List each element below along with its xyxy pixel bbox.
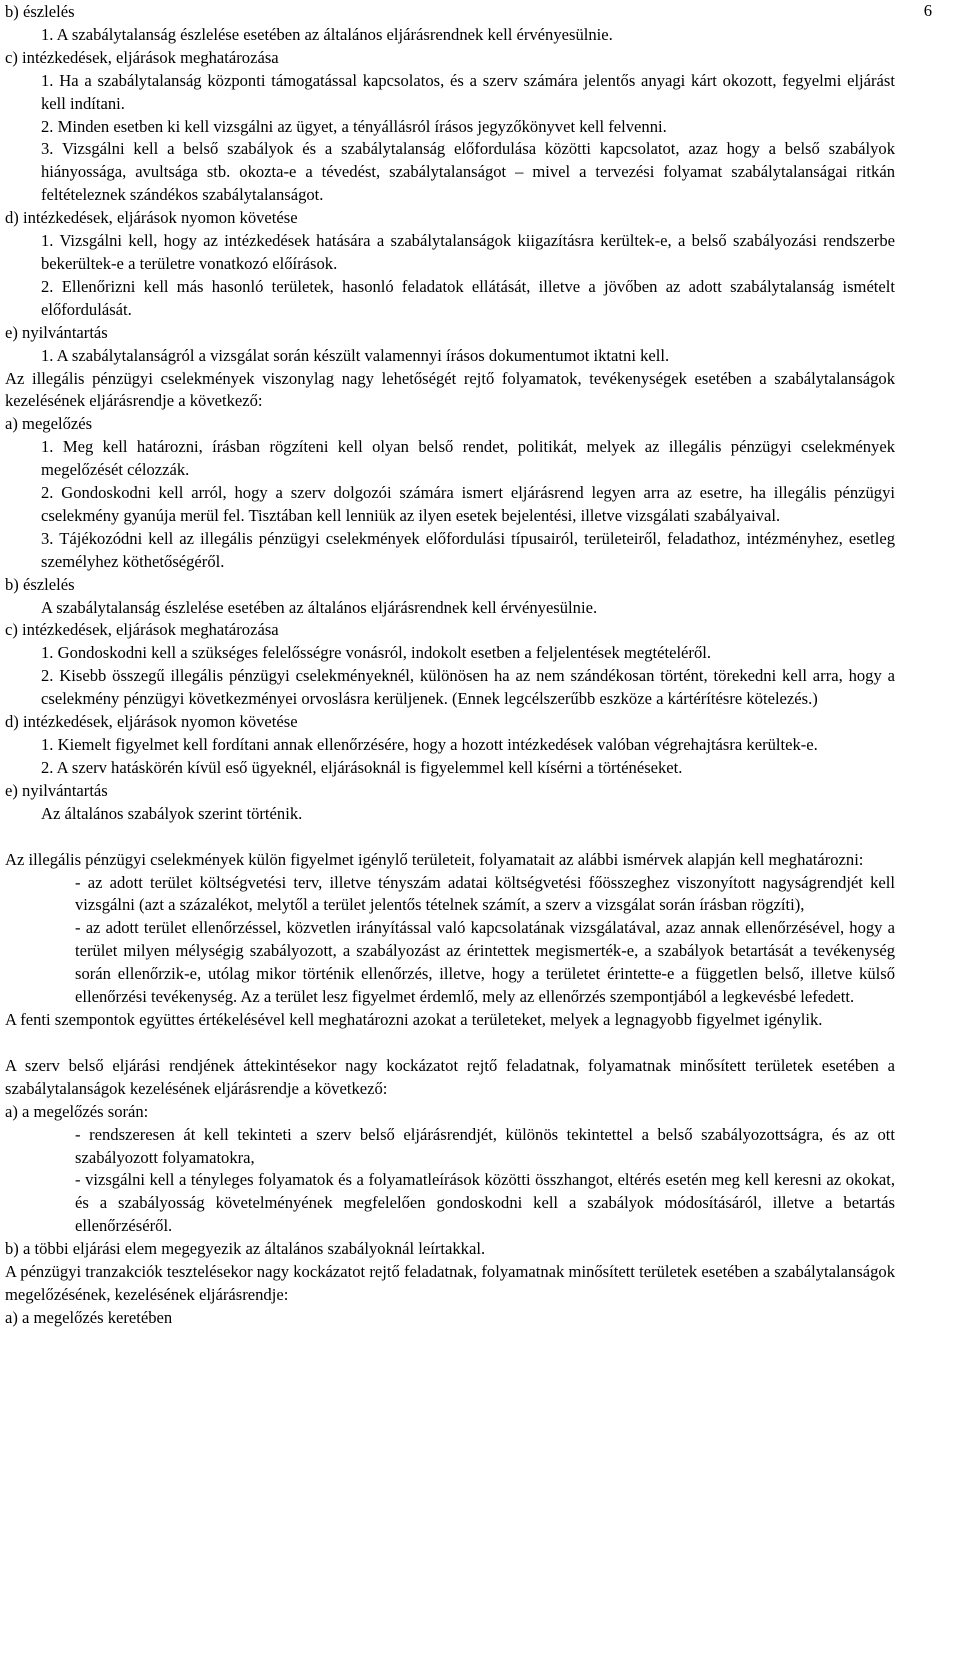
paragraph: b) a többi eljárási elem megegyezik az általános szabályoknál leírtakkal. xyxy=(5,1239,486,1259)
paragraph: b) észlelés xyxy=(5,574,75,594)
dash-list-item: - rendszeresen át kell tekinteti a szerv belső eljárásrendjét, különös tekintettel a belső szabályozottságra, és az ott szabályozott folyamatokra, xyxy=(75,1124,895,1167)
paragraph-spacer xyxy=(5,1032,895,1055)
numbered-item: 1. Gondoskodni kell a szükséges felelősségre vonásról, indokolt esetben a feljelentések megtételéről. xyxy=(41,643,712,663)
paragraph: c) intézkedések, eljárások meghatározása xyxy=(5,47,279,67)
paragraph: e) nyilvántartás xyxy=(5,780,108,800)
numbered-item: 2. Kisebb összegű illegális pénzügyi cselekményeknél, különösen ha az nem szándékosan történt, törekedni kell arra, hogy a cselekmény pénzügyi következményei orvoslásra kerüljenek. (Ennek legcélszerűbb eszköze a kártérítésre kötelezés.) xyxy=(41,666,895,709)
numbered-item: 1. Meg kell határozni, írásban rögzíteni kell olyan belső rendet, politikát, melyek az illegális pénzügyi cselekmények megelőzését célozzák. xyxy=(41,437,895,480)
numbered-item: 2. Ellenőrizni kell más hasonló területek, hasonló feladatok ellátását, illetve a jövőben az adott szabálytalanság ismételt előfordulását. xyxy=(41,276,895,319)
paragraph-spacer xyxy=(5,826,895,849)
document-body xyxy=(5,1,895,1330)
numbered-item: Az általános szabályok szerint történik. xyxy=(41,803,303,823)
numbered-item: 2. A szerv hatáskörén kívül eső ügyeknél, eljárásoknál is figyelemmel kell kísérni a történéseket. xyxy=(41,757,683,777)
numbered-item: 1. Vizsgálni kell, hogy az intézkedések hatására a szabálytalanságok kiigazításra kerültek-e, a belső szabályozási rendszerbe bekerültek-e a területre vonatkozó előírások. xyxy=(41,231,895,273)
paragraph: A pénzügyi tranzakciók tesztelésekor nagy kockázatot rejtő feladatnak, folyamatnak minősített területek esetében a szabálytalanságok megelőzésének, kezelésének eljárásrendje: xyxy=(5,1262,895,1304)
paragraph: c) intézkedések, eljárások meghatározása xyxy=(5,620,279,640)
numbered-item: 1. Kiemelt figyelmet kell fordítani annak ellenőrzésére, hogy a hozott intézkedések valóban végrehajtásra kerültek-e. xyxy=(41,735,818,754)
dash-list-item: - vizsgálni kell a tényleges folyamatok és a folyamatleírások közötti összhangot, eltérés esetén meg kell keresni az okokat, és a szabályosság követelményének megfelelően gondoskodni kell a szabályok módosításáról, illetve a betartás ellenőrzéséről. xyxy=(75,1170,895,1236)
numbered-item: 1. Ha a szabálytalanság központi támogatással kapcsolatos, és a szerv számára jelentős anyagi kárt okozott, fegyelmi eljárást kell indítani. xyxy=(41,70,895,113)
paragraph: A fenti szempontok együttes értékelésével kell meghatározni azokat a területeket, melyek a legnagyobb figyelmet igénylik. xyxy=(5,1009,823,1029)
numbered-item: 3. Vizsgálni kell a belső szabályok és a szabálytalanság előfordulása közötti kapcsolatot, azaz hogy a belső szabályok hiányossága, avultsága stb. okozta-e a tévedést, szabálytalanságot – mivel a tervezési folyamat szabálytalanságai ritkán feltételeznek szándékos szabálytalanságot. xyxy=(41,139,895,205)
page-number: 6 xyxy=(923,1,932,20)
numbered-item: 1. A szabálytalanságról a vizsgálat során készült valamennyi írásos dokumentumot iktatni kell. xyxy=(41,345,670,365)
paragraph: A szerv belső eljárási rendjének áttekintésekor nagy kockázatot rejtő feladatnak, folyamatnak minősített területek esetében a szabálytalanságok kezelésének eljárásrendje a következő: xyxy=(5,1055,895,1098)
paragraph: a) megelőzés xyxy=(5,414,93,434)
paragraph: d) intézkedések, eljárások nyomon követése xyxy=(5,712,298,732)
dash-list-item: - az adott terület költségvetési terv, illetve tényszám adatai költségvetési főösszeghez viszonyított nagyságrendjét kell vizsgálni (azt a százalékot, melytől a terület jelentős tételnek számít, a szerv a vizsgálat során írásban rögzíti), xyxy=(75,872,895,915)
numbered-item: 2. Minden esetben ki kell vizsgálni az ügyet, a tényállásról írásos jegyzőkönyvet kell felvenni. xyxy=(41,116,667,136)
paragraph: e) nyilvántartás xyxy=(5,322,108,342)
paragraph: a) a megelőzés során: xyxy=(5,1101,149,1121)
paragraph: Az illegális pénzügyi cselekmények külön figyelmet igénylő területeit, folyamatait az alábbi ismérvek alapján kell meghatározni: xyxy=(5,849,864,869)
paragraph: b) észlelés xyxy=(5,2,75,21)
numbered-item: 2. Gondoskodni kell arról, hogy a szerv dolgozói számára ismert eljárásrend legyen arra az esetre, ha illegális pénzügyi cselekmény gyanúja merül fel. Tisztában kell lenniük az ilyen esetek bejelentési, illetve vizsgálati szabályaival. xyxy=(41,483,895,525)
paragraph: a) a megelőzés keretében xyxy=(5,1307,173,1327)
paragraph: Az illegális pénzügyi cselekmények viszonylag nagy lehetőségét rejtő folyamatok, tevékenységek esetében a szabálytalanságok kezelésének eljárásrendje a következő: xyxy=(5,368,895,411)
dash-list-item: - az adott terület ellenőrzéssel, közvetlen irányítással való kapcsolatának vizsgálatával, azaz annak ellenőrzésével, hogy a terület milyen mélységig szabályozott, a szabályozást az érintettek megismerték-e, a szabályok betartását a tevékenység során ellenőrzik-e, utólag mikor történik ellenőrzés, illetve, hogy a területet érintette-e a független belső, illetve külső ellenőrzési tevékenység. Az a terület lesz figyelmet érdemlő, mely az ellenőrzés szempontjából a legkevésbé lefedett. xyxy=(75,918,895,1007)
paragraph: d) intézkedések, eljárások nyomon követése xyxy=(5,208,298,228)
numbered-item: 1. A szabálytalanság észlelése esetében az általános eljárásrendnek kell érvényesülnie. xyxy=(41,24,613,44)
numbered-item: A szabálytalanság észlelése esetében az általános eljárásrendnek kell érvényesülnie. xyxy=(41,597,598,617)
numbered-item: 3. Tájékozódni kell az illegális pénzügyi cselekmények előfordulási típusairól, területeiről, feladathoz, intézményhez, esetleg személyhez köthetőségéről. xyxy=(41,528,895,571)
